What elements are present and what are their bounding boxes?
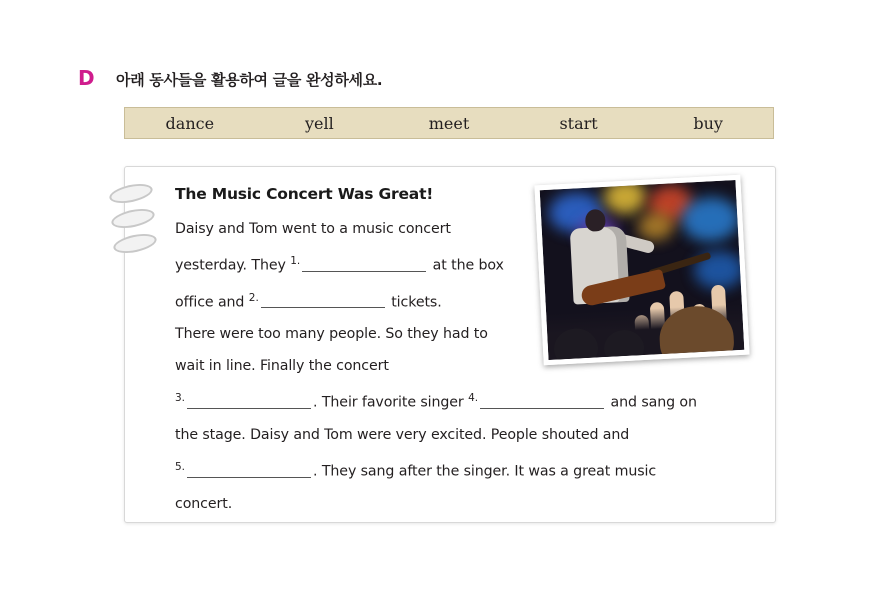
word-bank-item: dance: [165, 113, 215, 133]
ring-icon: [112, 231, 159, 257]
ring-icon: [110, 206, 157, 232]
section-letter: D: [78, 66, 95, 90]
question-number-4: 4.: [468, 392, 479, 405]
passage-line: office and: [175, 294, 245, 311]
word-bank-item: yell: [305, 113, 334, 133]
question-number-5: 5.: [175, 461, 186, 474]
answer-blank-1[interactable]: [302, 255, 426, 272]
word-bank-item: start: [559, 113, 598, 133]
passage-line: . Their favorite singer: [313, 395, 464, 412]
section-header: [78, 68, 382, 90]
answer-blank-2[interactable]: [261, 291, 385, 308]
passage-text: [175, 185, 735, 520]
answer-blank-5[interactable]: [187, 461, 311, 478]
passage-title: The Music Concert Was Great!: [175, 185, 434, 203]
passage-body: [175, 213, 735, 520]
passage-line: and sang on: [610, 395, 697, 412]
passage-line: the stage. Daisy and Tom were very excited. People shouted and: [175, 427, 630, 444]
passage-line: at the box: [432, 257, 504, 274]
question-number-3: 3.: [175, 392, 186, 405]
passage-card: [124, 166, 776, 523]
passage-line: wait in line. Finally the concert: [175, 358, 389, 375]
word-bank-item: buy: [693, 113, 723, 133]
section-instruction: 아래 동사들을 활용하여 글을 완성하세요.: [116, 71, 383, 89]
passage-line: Daisy and Tom went to a music concert: [175, 221, 451, 237]
word-bank: [124, 107, 774, 139]
passage-line: yesterday. They: [175, 257, 286, 274]
word-bank-item: meet: [428, 113, 470, 133]
passage-line: tickets.: [391, 294, 442, 311]
answer-blank-4[interactable]: [480, 392, 604, 409]
passage-line: . They sang after the singer. It was a great music: [313, 463, 657, 480]
ring-icon: [108, 181, 155, 207]
question-number-1: 1.: [290, 255, 301, 267]
passage-line: concert.: [175, 495, 233, 512]
answer-blank-3[interactable]: [187, 392, 311, 409]
question-number-2: 2.: [248, 291, 259, 304]
notebook-rings: [109, 177, 153, 277]
passage-line: There were too many people. So they had to: [175, 326, 488, 343]
